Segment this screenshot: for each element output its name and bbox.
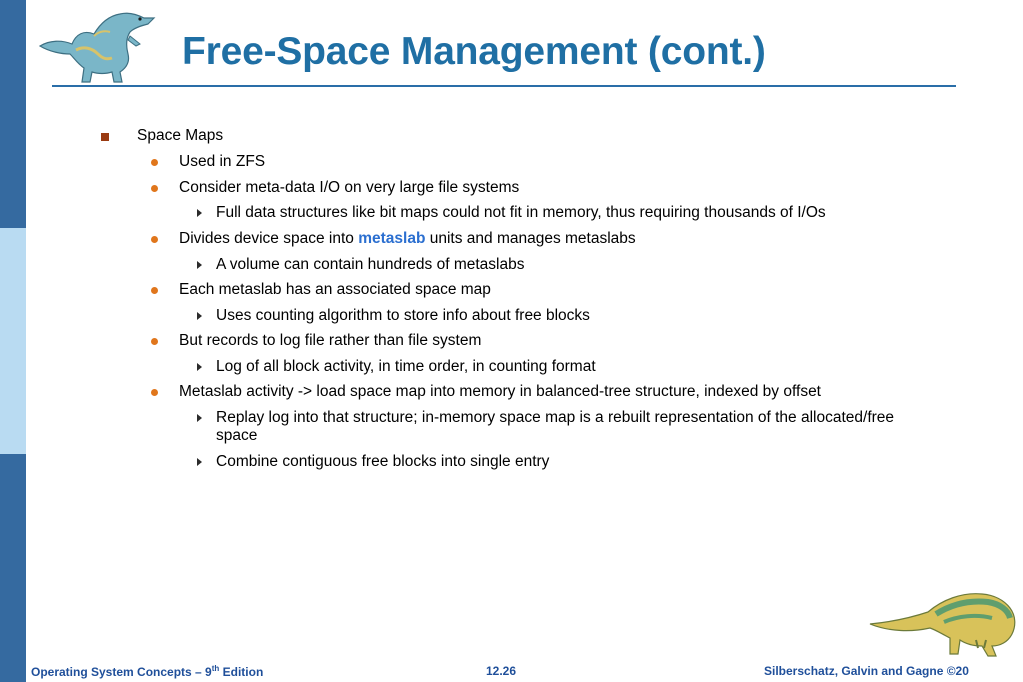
- arrow-bullet-icon: [197, 458, 202, 466]
- footer-authors: Silberschatz, Galvin and Gagne ©20: [764, 664, 969, 678]
- square-bullet-icon: [101, 133, 109, 141]
- slide-title: Free-Space Management (cont.): [182, 30, 766, 73]
- arrow-bullet-icon: [197, 363, 202, 371]
- bullet-text: But records to log file rather than file system: [179, 332, 482, 349]
- footer-page-number: 12.26: [486, 664, 517, 678]
- bullet-text: Consider meta-data I/O on very large file systems: [179, 179, 520, 196]
- footer-book-title: [31, 664, 263, 679]
- bullet-text-continuation: space: [216, 427, 258, 444]
- bullet-text: Replay log into that structure; in-memory space map is a rebuilt representation of the allocated/free: [216, 409, 895, 426]
- bullet-text: Each metaslab has an associated space map: [179, 281, 491, 298]
- bullet-text: Space Maps: [137, 127, 224, 144]
- dot-bullet-icon: [151, 338, 158, 345]
- dot-bullet-icon: [151, 389, 158, 396]
- arrow-bullet-icon: [197, 414, 202, 422]
- footer-text-part: Edition: [219, 665, 264, 679]
- bullet-text: Log of all block activity, in time order, in counting format: [216, 358, 596, 375]
- footer-text-part: Operating System Concepts – 9: [31, 665, 212, 679]
- bullet-text: Used in ZFS: [179, 153, 266, 170]
- footer-superscript: th: [211, 664, 220, 673]
- bullet-text: A volume can contain hundreds of metaslabs: [216, 256, 525, 273]
- dot-bullet-icon: [151, 185, 158, 192]
- dot-bullet-icon: [151, 236, 158, 243]
- bullet-text: Uses counting algorithm to store info about free blocks: [216, 307, 590, 324]
- bullet-text: Combine contiguous free blocks into single entry: [216, 453, 550, 470]
- arrow-bullet-icon: [197, 209, 202, 217]
- bullet-text: Metaslab activity -> load space map into memory in balanced-tree structure, indexed by offset: [179, 383, 821, 400]
- dinosaur-mascot-icon: [866, 582, 1018, 660]
- dot-bullet-icon: [151, 287, 158, 294]
- bullet-text: Full data structures like bit maps could not fit in memory, thus requiring thousands of I/Os: [216, 204, 826, 221]
- dot-bullet-icon: [151, 159, 158, 166]
- arrow-bullet-icon: [197, 312, 202, 320]
- highlight-term: metaslab: [358, 230, 426, 247]
- arrow-bullet-icon: [197, 261, 202, 269]
- bullet-text: [179, 230, 636, 248]
- bullet-text-part: units and manages metaslabs: [425, 230, 636, 247]
- bullet-text-part: Divides device space into: [179, 230, 359, 247]
